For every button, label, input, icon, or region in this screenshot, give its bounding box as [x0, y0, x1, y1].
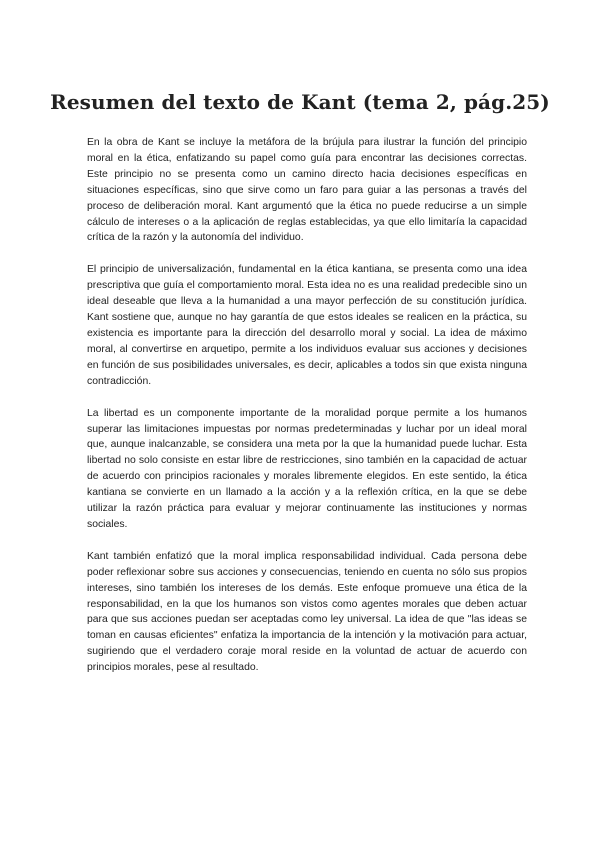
- paragraph-2: El principio de universalización, fundamental en la ética kantiana, se presenta como una idea prescriptiva que guía el comportamiento moral. Esta idea no es una realidad predecible sino un ideal deseable que lleva a la humanidad a una mayor perfección de su constitución jurídica. Kant sostiene que, aunque no hay garantía de que estos ideales se realicen en la práctica, su existencia es importante para la dirección del desarrollo moral y social. La idea de máximo moral, al convertirse en arquetipo, permite a los individuos evaluar sus acciones y decisiones en función de sus posibilidades universales, es decir, aplicables a todos sin que exista ninguna contradicción.: [87, 264, 527, 387]
- paragraph-1: En la obra de Kant se incluye la metáfora de la brújula para ilustrar la función del principio moral en la ética, enfatizando su papel como guía para encontrar las decisiones correctas. Este principio no se presenta como un camino directo hacia decisiones específicas en situaciones específicas, sino que sirve como un faro para guiar a las personas a través del proceso de deliberación moral. Kant argumentó que la ética no puede reducirse a un simple cálculo de intereses o a la aplicación de reglas establecidas, ya que ello limitaría la capacidad crítica de la razón y la autonomía del individuo.: [87, 137, 527, 244]
- document-body: [87, 135, 527, 692]
- document-title: Resumen del texto de Kant (tema 2, pág.25): [50, 90, 550, 114]
- paragraph-3: La libertad es un componente importante de la moralidad porque permite a los humanos superar las limitaciones impuestas por normas predeterminadas y luchar por un ideal moral que, aunque inalcanzable, se considera una meta por la que la humanidad puede luchar. Esta libertad no solo consiste en estar libre de restricciones, sino también en la capacidad de actuar de acuerdo con principios racionales y morales libremente elegidos. En este sentido, la ética kantiana se convierte en un llamado a la acción y a la reflexión crítica, en la que se debe utilizar la razón práctica para evaluar y mejorar continuamente las instituciones y normas sociales.: [87, 407, 527, 530]
- paragraph-4: Kant también enfatizó que la moral implica responsabilidad individual. Cada persona debe poder reflexionar sobre sus acciones y consecuencias, teniendo en cuenta no sólo sus propios intereses, sino también los intereses de los demás. Este enfoque promueve una ética de la responsabilidad, en la que los humanos son vistos como agentes morales que deben actuar para que sus acciones puedan ser aceptadas como ley universal. La idea de que "las ideas se toman en causas eficientes" enfatiza la importancia de la intención y la motivación para actuar, sugiriendo que el verdadero coraje moral reside en la voluntad de actuar de acuerdo con principios morales, pese al resultado.: [87, 550, 527, 674]
